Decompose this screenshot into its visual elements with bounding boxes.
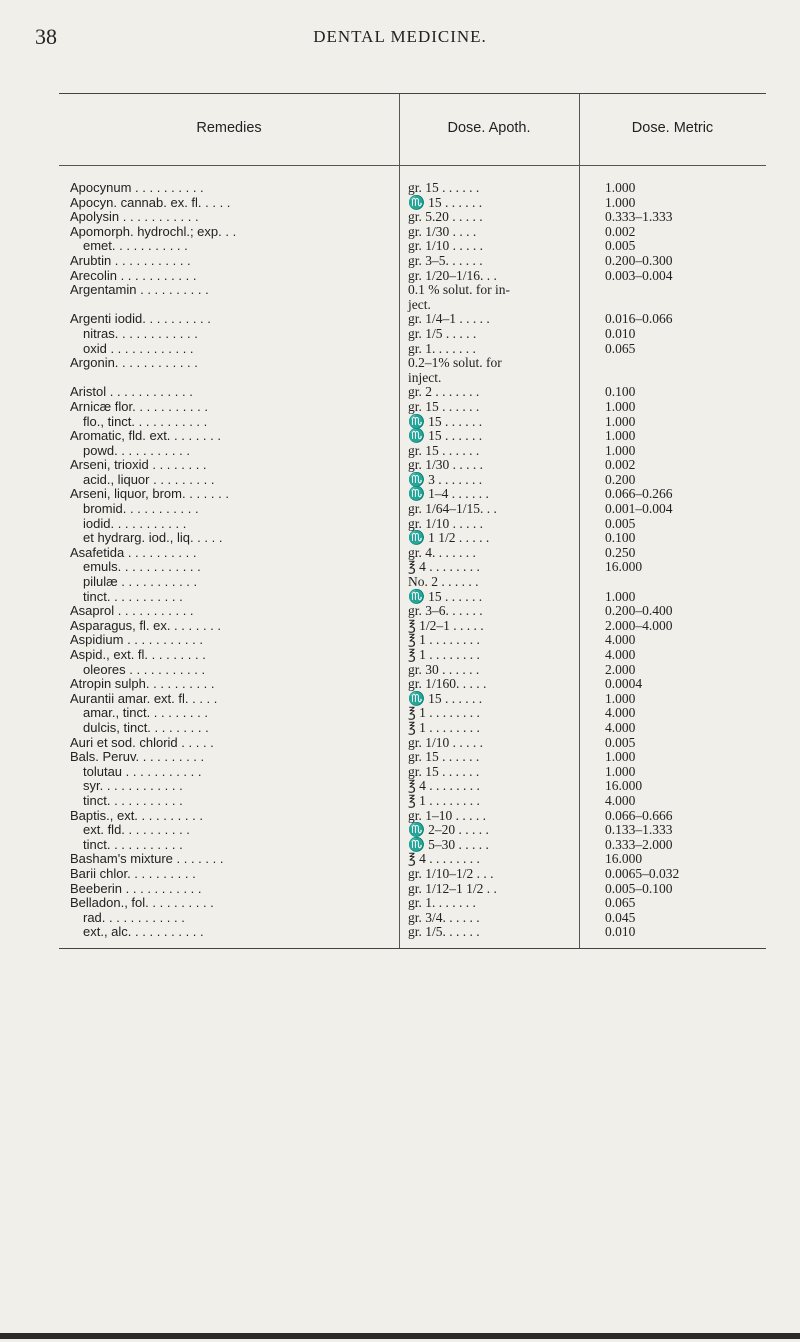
dose-metric-cell: 0.333–1.333 [605,209,673,225]
remedy-cell: emet. . . . . . . . . . . [83,238,188,254]
remedy-cell: tolutau . . . . . . . . . . . [83,763,202,779]
dose-apoth-cell: gr. 1/10 . . . . . [408,515,484,531]
dose-table [59,93,766,949]
table-row [59,721,766,736]
dose-metric-cell: 4.000 [605,792,636,808]
dose-apoth-cell: ℥ 1 . . . . . . . . [408,632,480,648]
dose-apoth-cell: gr. 1. . . . . . . [408,340,476,356]
remedy-cell: Aspid., ext. fl. . . . . . . . . [70,647,206,662]
dose-apoth-cell: gr. 3/4. . . . . . [408,909,480,925]
dose-apoth-cell: ℥ 1 . . . . . . . . [408,792,480,808]
table-row [59,181,766,196]
dose-metric-cell [579,283,766,298]
dose-metric-cell: 0.001–0.004 [605,501,673,517]
column-divider-2 [579,94,580,948]
table-row [59,590,766,605]
table-row [59,575,766,590]
remedy-cell: Asparagus, fl. ex. . . . . . . . [70,617,222,633]
table-row [59,371,766,386]
table-header [59,94,766,166]
table-row [59,911,766,926]
dose-metric-cell: 0.005 [605,515,636,531]
dose-metric-cell: 1.000 [605,398,636,414]
table-row [59,896,766,911]
table-row [59,400,766,415]
dose-metric-cell: 4.000 [605,632,636,648]
dose-metric-cell: 0.003–0.004 [605,267,673,283]
dose-metric-cell: 1.000 [605,749,636,765]
table-row [59,225,766,240]
table-row [59,809,766,824]
dose-metric-cell: 1.000 [605,690,636,706]
dose-metric-cell: 0.200–0.300 [605,252,673,268]
dose-apoth-cell: ℥ 1 . . . . . . . . [408,719,480,735]
remedy-cell: Basham's mixture . . . . . . . [70,851,224,867]
dose-apoth-cell: ℥ 1/2–1 . . . . . [408,617,484,633]
table-row [59,736,766,751]
dose-apoth-cell: 0.2–1% solut. for [408,355,502,371]
remedy-cell: dulcis, tinct. . . . . . . . . [83,719,209,735]
dose-apoth-cell: ♏ 15 . . . . . . [408,588,483,604]
dose-apoth-cell: ♏ 1–4 . . . . . . [408,486,489,502]
dose-metric-cell: 0.002 [605,457,636,473]
dose-metric-cell: 0.0004 [605,676,643,692]
dose-apoth-cell: gr. 2 . . . . . . . [408,384,480,400]
dose-apoth-cell: gr. 1. . . . . . . [408,895,476,911]
dose-apoth-cell: gr. 3–5. . . . . . [408,252,483,268]
dose-metric-cell [579,371,766,386]
dose-apoth-cell: gr. 15 . . . . . . [408,749,480,765]
table-row [59,283,766,298]
table-row [59,619,766,634]
header-dose-metric: Dose. Metric [631,120,714,136]
page-number: 38 [35,24,57,49]
table-row [59,210,766,225]
dose-metric-cell: 0.066–0.266 [605,486,673,502]
remedy-cell: Argenti iodid. . . . . . . . . . [70,311,211,327]
header-dose-apoth: Dose. Apoth. [447,120,531,136]
dose-metric-cell: 0.045 [605,909,636,925]
dose-apoth-cell: ℥ 1 . . . . . . . . [408,705,480,721]
remedy-cell: oleores . . . . . . . . . . . [83,661,206,677]
table-row [59,269,766,284]
remedy-cell: Arecolin . . . . . . . . . . . [70,267,197,283]
dose-metric-cell: 1.000 [605,588,636,604]
dose-apoth-cell: ♏ 15 . . . . . . [408,428,483,444]
dose-apoth-cell: ♏ 2–20 . . . . . [408,822,489,838]
remedy-cell: bromid. . . . . . . . . . . [83,501,199,517]
remedy-cell: nitras. . . . . . . . . . . . [83,325,198,341]
dose-metric-cell: 16.000 [605,778,643,794]
remedy-cell: Aspidium . . . . . . . . . . . [70,632,203,648]
dose-metric-cell: 2.000–4.000 [605,617,673,633]
table-row [59,779,766,794]
remedy-cell: Auri et sod. chlorid . . . . . [70,734,214,750]
table-row [59,692,766,707]
remedy-cell: Aristol . . . . . . . . . . . . [70,384,193,400]
dose-apoth-cell: gr. 1/10–1/2 . . . [408,865,494,881]
dose-apoth-cell: ♏ 5–30 . . . . . [408,836,489,852]
table-row [59,765,766,780]
table-body [59,166,766,948]
dose-metric-cell: 4.000 [605,647,636,662]
dose-apoth-cell: gr. 1–10 . . . . . [408,807,487,823]
dose-apoth-cell: gr. 1/30 . . . . . [408,457,484,473]
remedy-cell: syr. . . . . . . . . . . . [83,778,183,794]
dose-apoth-cell: ♏ 3 . . . . . . . [408,471,483,487]
dose-metric-cell: 1.000 [605,180,636,195]
table-row [59,794,766,809]
dose-metric-cell: 16.000 [605,559,643,575]
remedy-cell: ext. fld. . . . . . . . . . [83,822,190,838]
dose-apoth-cell: ♏ 15 . . . . . . [408,413,483,429]
remedy-cell: ext., alc. . . . . . . . . . . [83,924,204,940]
remedy-cell: Barii chlor. . . . . . . . . . [70,865,196,881]
remedy-cell: powd. . . . . . . . . . . [83,442,190,458]
dose-metric-cell: 0.005 [605,734,636,750]
remedy-cell: Arubtin . . . . . . . . . . . [70,252,191,268]
dose-apoth-cell: gr. 1/5. . . . . . [408,924,480,940]
dose-metric-cell: 0.005 [605,238,636,254]
dose-metric-cell: 4.000 [605,719,636,735]
remedy-cell: Belladon., fol. . . . . . . . . . [70,895,214,911]
dose-metric-cell: 2.000 [605,661,636,677]
remedy-cell: iodid. . . . . . . . . . . [83,515,187,531]
remedy-cell: Beeberin . . . . . . . . . . . [70,880,202,896]
dose-metric-cell: 1.000 [605,442,636,458]
dose-apoth-cell: gr. 30 . . . . . . [408,661,480,677]
table-row [59,867,766,882]
dose-apoth-cell: gr. 15 . . . . . . [408,180,480,195]
dose-metric-cell: 0.010 [605,325,636,341]
dose-apoth-cell: ject. [408,296,431,312]
remedy-cell: Aromatic, fld. ext. . . . . . . . [70,428,221,444]
table-row [59,458,766,473]
dose-metric-cell: 0.100 [605,384,636,400]
dose-metric-cell: 4.000 [605,705,636,721]
running-head: DENTAL MEDICINE. [313,27,487,46]
dose-apoth-cell: No. 2 . . . . . . [408,574,479,590]
table-row [59,327,766,342]
table-row [59,546,766,561]
column-divider-1 [399,94,400,948]
remedy-cell: amar., tinct. . . . . . . . . [83,705,208,721]
dose-apoth-cell: gr. 1/4–1 . . . . . [408,311,490,327]
dose-metric-cell: 0.200 [605,471,636,487]
page-bottom-rule [0,1333,800,1339]
dose-apoth-cell: inject. [408,369,442,385]
dose-apoth-cell: gr. 1/20–1/16. . . [408,267,497,283]
dose-metric-cell: 0.133–1.333 [605,822,673,838]
table-row [59,444,766,459]
dose-apoth-cell: ℥ 4 . . . . . . . . [408,778,480,794]
table-row [59,882,766,897]
dose-apoth-cell: gr. 15 . . . . . . [408,763,480,779]
dose-apoth-cell: gr. 1/12–1 1/2 . . [408,880,497,896]
dose-apoth-cell: gr. 15 . . . . . . [408,442,480,458]
remedy-cell [59,371,399,386]
remedy-cell: Bals. Peruv. . . . . . . . . . [70,749,205,765]
table-row [59,356,766,371]
table-row [59,502,766,517]
dose-apoth-cell: gr. 1/10 . . . . . [408,238,484,254]
remedy-cell: flo., tinct. . . . . . . . . . . [83,413,208,429]
table-row [59,298,766,313]
remedy-cell: emuls. . . . . . . . . . . . [83,559,201,575]
dose-apoth-cell: ♏ 1 1/2 . . . . . [408,530,490,546]
dose-apoth-cell: ♏ 15 . . . . . . [408,690,483,706]
table-row [59,429,766,444]
table-row [59,560,766,575]
remedy-cell: et hydrarg. iod., liq. . . . . [83,530,223,546]
dose-apoth-cell: gr. 1/30 . . . . [408,223,477,239]
table-row [59,487,766,502]
remedy-cell: acid., liquor . . . . . . . . . [83,471,215,487]
dose-metric-cell: 0.002 [605,223,636,239]
dose-apoth-cell: gr. 5.20 . . . . . [408,209,483,225]
remedy-cell: Atropin sulph. . . . . . . . . . [70,676,215,692]
dose-apoth-cell: gr. 3–6. . . . . . [408,603,483,619]
dose-metric-cell: 1.000 [605,413,636,429]
table-row [59,385,766,400]
remedy-cell: Apolysin . . . . . . . . . . . [70,209,199,225]
table-row [59,312,766,327]
table-row [59,852,766,867]
table-row [59,633,766,648]
table-row [59,254,766,269]
dose-metric-cell: 0.100 [605,530,636,546]
dose-apoth-cell: gr. 1/160. . . . . [408,676,487,692]
dose-metric-cell: 0.250 [605,544,636,560]
dose-metric-cell [579,575,766,590]
table-row [59,415,766,430]
table-row [59,823,766,838]
remedy-cell: pilulæ . . . . . . . . . . . [83,574,198,590]
dose-apoth-cell: ℥ 4 . . . . . . . . [408,559,480,575]
dose-metric-cell: 0.0065–0.032 [605,865,680,881]
remedy-cell: Arseni, liquor, brom. . . . . . . [70,486,229,502]
dose-apoth-cell: gr. 15 . . . . . . [408,398,480,414]
dose-metric-cell: 0.016–0.066 [605,311,673,327]
remedy-cell: Asaprol . . . . . . . . . . . [70,603,194,619]
dose-apoth-cell: gr. 1/10 . . . . . [408,734,484,750]
remedy-cell: Argentamin . . . . . . . . . . [70,282,209,298]
remedy-cell: Argonin. . . . . . . . . . . . [70,355,198,371]
dose-metric-cell: 0.066–0.666 [605,807,673,823]
dose-metric-cell: 0.010 [605,924,636,940]
dose-metric-cell: 0.333–2.000 [605,836,673,852]
table-row [59,677,766,692]
dose-apoth-cell: ℥ 4 . . . . . . . . [408,851,480,867]
table-row [59,663,766,678]
table-row [59,342,766,357]
dose-apoth-cell: gr. 4. . . . . . . [408,544,476,560]
table-row [59,196,766,211]
dose-apoth-cell: gr. 1/5 . . . . . [408,325,477,341]
remedy-cell: Aurantii amar. ext. fl. . . . . [70,690,218,706]
remedy-cell: Baptis., ext. . . . . . . . . . [70,807,203,823]
remedy-cell: Apocyn. cannab. ex. fl. . . . . [70,194,231,210]
table-row [59,750,766,765]
dose-metric-cell: 0.065 [605,895,636,911]
remedy-cell: tinct. . . . . . . . . . . [83,792,183,808]
dose-metric-cell: 0.005–0.100 [605,880,673,896]
table-row [59,925,766,940]
remedy-cell: Asafetida . . . . . . . . . . [70,544,197,560]
table-row [59,531,766,546]
dose-metric-cell: 1.000 [605,194,636,210]
table-row [59,648,766,663]
dose-apoth-cell: ♏ 15 . . . . . . [408,194,483,210]
dose-metric-cell: 1.000 [605,428,636,444]
table-row [59,604,766,619]
dose-apoth-cell: 0.1 % solut. for in- [408,282,510,298]
dose-apoth-cell: gr. 1/64–1/15. . . [408,501,497,517]
dose-metric-cell [579,356,766,371]
table-row [59,838,766,853]
dose-apoth-cell: ℥ 1 . . . . . . . . [408,647,480,662]
remedy-cell: tinct. . . . . . . . . . . [83,588,183,604]
header-remedies: Remedies [196,120,262,136]
remedy-cell: Arnicæ flor. . . . . . . . . . . [70,398,208,414]
dose-metric-cell: 0.200–0.400 [605,603,673,619]
remedy-cell: Apocynum . . . . . . . . . . [70,180,204,195]
dose-metric-cell: 1.000 [605,763,636,779]
remedy-cell: Arseni, trioxid . . . . . . . . [70,457,207,473]
remedy-cell: oxid . . . . . . . . . . . . [83,340,194,356]
table-row [59,239,766,254]
remedy-cell: Apomorph. hydrochl.; exp. . . [70,223,237,239]
remedy-cell: rad. . . . . . . . . . . . [83,909,185,925]
table-row [59,706,766,721]
dose-metric-cell [579,298,766,313]
remedy-cell: tinct. . . . . . . . . . . [83,836,183,852]
remedy-cell [59,298,399,313]
dose-metric-cell: 0.065 [605,340,636,356]
dose-metric-cell: 16.000 [605,851,643,867]
